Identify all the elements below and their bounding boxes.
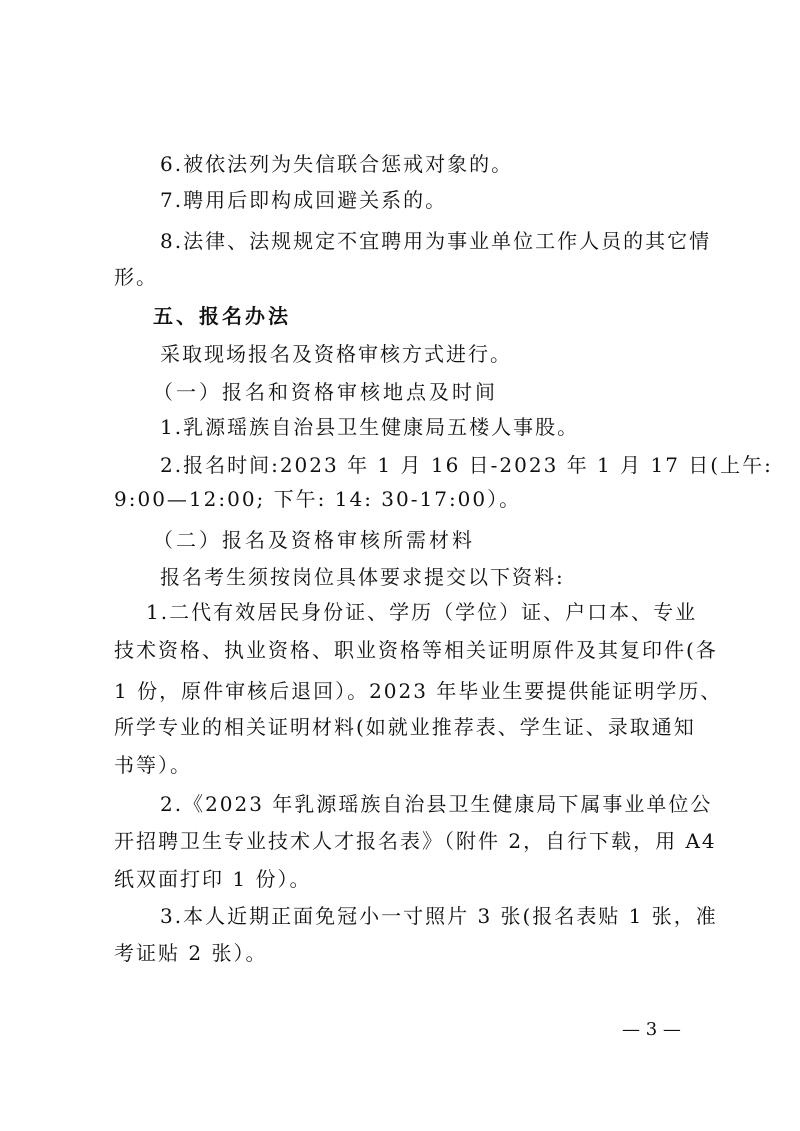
material-1-cont-3: 所学专业的相关证明材料(如就业推荐表、学生证、录取通知 (114, 715, 696, 739)
material-2-cont-2: 纸双面打印 1 份）。 (114, 867, 312, 891)
material-1-cont-4: 书等）。 (114, 753, 192, 777)
item-6: 6.被依法列为失信联合惩戒对象的。 (160, 152, 514, 176)
item-7: 7.聘用后即构成回避关系的。 (160, 188, 448, 212)
subsection-heading-1: （一）报名和资格审核地点及时间 (153, 380, 498, 404)
material-3: 3.本人近期正面免冠小一寸照片 3 张(报名表贴 1 张，准 (160, 904, 718, 928)
page-number: — 3 — (622, 1019, 681, 1040)
material-1-cont-2: 1 份，原件审核后退回）。2023 年毕业生要提供能证明学历、 (114, 679, 723, 703)
subsection-heading-2: （二）报名及资格审核所需材料 (153, 528, 475, 552)
location-item: 1.乳源瑶族自治县卫生健康局五楼人事股。 (160, 415, 580, 439)
paragraph-method: 采取现场报名及资格审核方式进行。 (160, 342, 512, 366)
item-8: 8.法律、法规规定不宜聘用为事业单位工作人员的其它情 (160, 229, 712, 253)
material-3-cont: 考证贴 2 张）。 (114, 941, 268, 965)
time-item: 2.报名时间:2023 年 1 月 16 日-2023 年 1 月 17 日(上午: (160, 453, 773, 477)
item-8-cont: 形。 (114, 265, 158, 289)
paragraph-materials: 报名考生须按岗位具体要求提交以下资料: (160, 565, 565, 589)
material-2: 2.《2023 年乳源瑶族自治县卫生健康局下属事业单位公 (160, 792, 713, 816)
section-heading: 五、报名办法 (153, 304, 291, 328)
material-1: 1.二代有效居民身份证、学历（学位）证、户口本、专业 (146, 600, 698, 624)
material-1-cont-1: 技术资格、执业资格、职业资格等相关证明原件及其复印件(各 (114, 638, 718, 662)
time-item-cont: 9:00—12:00; 下午: 14: 30-17:00）。 (114, 487, 522, 511)
material-2-cont-1: 开招聘卫生专业技术人才报名表》（附件 2，自行下载，用 A4 (114, 829, 717, 853)
